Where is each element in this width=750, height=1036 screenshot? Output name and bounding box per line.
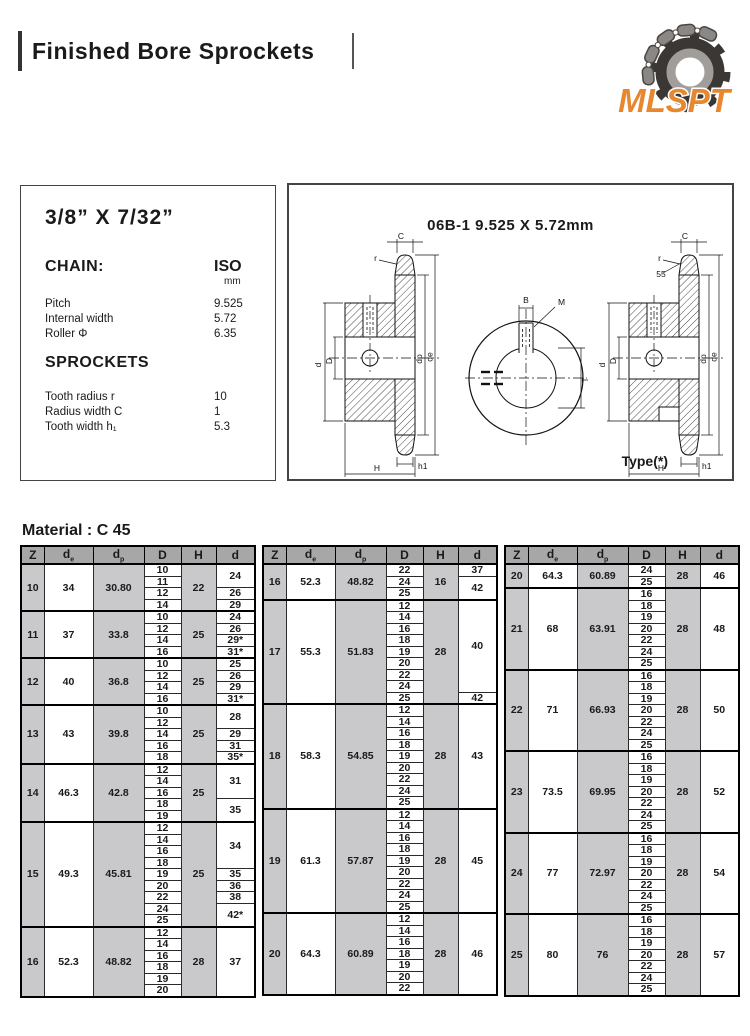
outside-diameter-cell: 43 bbox=[44, 705, 93, 764]
column-header: $d_p$ bbox=[577, 546, 628, 564]
bore-size-cell: 14 bbox=[144, 635, 181, 647]
outside-diameter-cell: 80 bbox=[528, 914, 577, 996]
spec-label: Roller Φ bbox=[45, 328, 88, 340]
spec-value: 10 bbox=[214, 391, 227, 403]
pitch-diameter-cell: 76 bbox=[577, 914, 628, 996]
hub-diameter-cell: 29 bbox=[216, 729, 255, 741]
pitch-diameter-cell: 72.97 bbox=[577, 833, 628, 915]
teeth-count-cell: 11 bbox=[21, 611, 44, 658]
teeth-count-cell: 21 bbox=[505, 588, 528, 670]
outside-diameter-cell: 58.3 bbox=[286, 704, 335, 809]
bore-size-cell: 22 bbox=[628, 879, 665, 891]
dim-label-r: r bbox=[374, 253, 377, 263]
side-view-right bbox=[597, 231, 723, 477]
hub-length-cell: 28 bbox=[665, 588, 700, 670]
bore-size-cell: 19 bbox=[386, 751, 423, 763]
spec-value: 9.525 bbox=[214, 298, 243, 310]
bore-size-cell: 12 bbox=[144, 623, 181, 635]
bore-size-cell: 24 bbox=[628, 564, 665, 576]
bore-size-cell: 19 bbox=[386, 646, 423, 658]
bore-size-cell: 19 bbox=[628, 693, 665, 705]
column-header: H bbox=[423, 546, 458, 564]
hub-diameter-cell: 57 bbox=[700, 914, 739, 996]
hub-diameter-cell: 46 bbox=[458, 913, 497, 995]
chain-spec-box bbox=[20, 185, 276, 481]
teeth-count-cell: 13 bbox=[21, 705, 44, 764]
spec-label: Radius width C bbox=[45, 406, 123, 418]
bore-size-cell: 14 bbox=[144, 834, 181, 846]
bore-size-cell: 18 bbox=[386, 635, 423, 647]
hub-diameter-cell: 24 bbox=[216, 611, 255, 623]
bore-size-cell: 19 bbox=[386, 960, 423, 972]
column-header: Z bbox=[505, 546, 528, 564]
bore-size-cell: 25 bbox=[628, 739, 665, 751]
unit-label: mm bbox=[224, 276, 241, 287]
teeth-count-cell: 20 bbox=[263, 913, 286, 995]
hub-diameter-cell: 24 bbox=[216, 564, 255, 588]
column-header: Z bbox=[21, 546, 44, 564]
hub-diameter-cell: 29* bbox=[216, 635, 255, 647]
teeth-count-cell: 10 bbox=[21, 564, 44, 611]
hub-diameter-cell: 46 bbox=[700, 564, 739, 588]
bore-size-cell: 14 bbox=[386, 612, 423, 624]
hub-diameter-cell: 35* bbox=[216, 752, 255, 764]
bore-size-cell: 22 bbox=[386, 878, 423, 890]
bore-size-cell: 12 bbox=[386, 600, 423, 612]
pitch-diameter-cell: 33.8 bbox=[93, 611, 144, 658]
column-header: d bbox=[700, 546, 739, 564]
bore-size-cell: 12 bbox=[144, 588, 181, 600]
bore-size-cell: 14 bbox=[386, 925, 423, 937]
hub-diameter-cell: 31* bbox=[216, 646, 255, 658]
sprockets-heading: SPROCKETS bbox=[45, 354, 150, 371]
bore-size-cell: 16 bbox=[144, 950, 181, 962]
hub-length-cell: 28 bbox=[423, 913, 458, 995]
outside-diameter-cell: 77 bbox=[528, 833, 577, 915]
bore-size-cell: 25 bbox=[628, 902, 665, 914]
teeth-count-cell: 17 bbox=[263, 600, 286, 705]
type-note: Type(*) bbox=[621, 453, 668, 469]
bore-size-cell: 18 bbox=[144, 962, 181, 974]
sprocket-table-middle bbox=[262, 545, 498, 996]
sprocket-chain-logo-icon bbox=[608, 22, 742, 118]
hub-length-cell: 28 bbox=[665, 751, 700, 833]
pitch-diameter-cell: 63.91 bbox=[577, 588, 628, 670]
column-header: D bbox=[386, 546, 423, 564]
bore-size-cell: 25 bbox=[628, 576, 665, 588]
hub-length-cell: 28 bbox=[181, 927, 216, 997]
dim-label-de: de bbox=[424, 352, 435, 362]
dim-label-B: B bbox=[523, 295, 529, 305]
bore-size-cell: 14 bbox=[144, 599, 181, 611]
standard-label: ISO bbox=[214, 258, 242, 275]
bore-size-cell: 20 bbox=[386, 658, 423, 670]
bore-size-cell: 14 bbox=[386, 821, 423, 833]
bore-size-cell: 19 bbox=[144, 869, 181, 881]
spec-value: 1 bbox=[214, 406, 221, 418]
hub-diameter-cell: 48 bbox=[700, 588, 739, 670]
spec-row-radius-width bbox=[45, 406, 260, 418]
bore-size-cell: 18 bbox=[628, 682, 665, 694]
outside-diameter-cell: 52.3 bbox=[44, 927, 93, 997]
hub-diameter-cell: 34 bbox=[216, 822, 255, 869]
column-header: d bbox=[458, 546, 497, 564]
teeth-count-cell: 24 bbox=[505, 833, 528, 915]
bore-size-cell: 18 bbox=[386, 739, 423, 751]
angle-label-55: 55 bbox=[656, 269, 666, 279]
hub-diameter-cell: 52 bbox=[700, 751, 739, 833]
bore-size-cell: 10 bbox=[144, 658, 181, 670]
bore-size-cell: 24 bbox=[386, 681, 423, 693]
bore-size-cell: 24 bbox=[386, 890, 423, 902]
bore-size-cell: 18 bbox=[386, 844, 423, 856]
chain-size-title: 3/8” X 7/32” bbox=[45, 206, 174, 229]
bore-size-cell: 20 bbox=[144, 985, 181, 997]
bore-size-cell: 12 bbox=[386, 809, 423, 821]
bore-size-cell: 20 bbox=[628, 868, 665, 880]
hub-diameter-cell: 26 bbox=[216, 670, 255, 682]
outside-diameter-cell: 34 bbox=[44, 564, 93, 611]
outside-diameter-cell: 55.3 bbox=[286, 600, 335, 705]
bore-size-cell: 24 bbox=[628, 646, 665, 658]
hub-length-cell: 25 bbox=[181, 822, 216, 927]
hub-diameter-cell: 31 bbox=[216, 740, 255, 752]
bore-size-cell: 16 bbox=[628, 914, 665, 926]
outside-diameter-cell: 68 bbox=[528, 588, 577, 670]
bore-size-cell: 11 bbox=[144, 576, 181, 588]
bore-size-cell: 20 bbox=[628, 949, 665, 961]
hub-diameter-cell: 35 bbox=[216, 869, 255, 881]
spec-label: Tooth radius r bbox=[45, 391, 115, 403]
bore-size-cell: 18 bbox=[628, 845, 665, 857]
bore-size-cell: 22 bbox=[628, 961, 665, 973]
bore-size-cell: 12 bbox=[144, 717, 181, 729]
pitch-diameter-cell: 69.95 bbox=[577, 751, 628, 833]
bore-size-cell: 22 bbox=[386, 564, 423, 576]
hub-length-cell: 28 bbox=[423, 600, 458, 705]
page-title: Finished Bore Sprockets bbox=[32, 38, 315, 64]
bore-size-cell: 12 bbox=[144, 764, 181, 776]
column-header: d bbox=[216, 546, 255, 564]
bore-size-cell: 24 bbox=[144, 903, 181, 915]
front-view bbox=[465, 295, 590, 445]
bore-size-cell: 25 bbox=[628, 984, 665, 996]
hub-length-cell: 25 bbox=[181, 764, 216, 823]
bore-size-cell: 18 bbox=[144, 752, 181, 764]
material-label: Material : C 45 bbox=[22, 522, 131, 539]
spec-row-internal-width bbox=[45, 313, 260, 325]
teeth-count-cell: 15 bbox=[21, 822, 44, 927]
bore-size-cell: 22 bbox=[386, 983, 423, 995]
hub-length-cell: 28 bbox=[665, 833, 700, 915]
bore-size-cell: 24 bbox=[628, 809, 665, 821]
column-header: D bbox=[628, 546, 665, 564]
teeth-count-cell: 16 bbox=[263, 564, 286, 600]
hub-length-cell: 28 bbox=[665, 914, 700, 996]
hub-diameter-cell: 29 bbox=[216, 599, 255, 611]
bore-size-cell: 19 bbox=[144, 810, 181, 822]
title-left-rule bbox=[18, 31, 22, 71]
bore-size-cell: 16 bbox=[628, 588, 665, 600]
bore-size-cell: 25 bbox=[386, 692, 423, 704]
bore-size-cell: 16 bbox=[386, 937, 423, 949]
outside-diameter-cell: 52.3 bbox=[286, 564, 335, 600]
spec-row-tooth-width bbox=[45, 421, 260, 433]
bore-size-cell: 20 bbox=[386, 971, 423, 983]
bore-size-cell: 20 bbox=[628, 623, 665, 635]
bore-size-cell: 20 bbox=[628, 786, 665, 798]
pitch-diameter-cell: 48.82 bbox=[335, 564, 386, 600]
bore-size-cell: 19 bbox=[628, 938, 665, 950]
hub-length-cell: 28 bbox=[423, 809, 458, 914]
technical-drawing-box bbox=[287, 183, 734, 481]
bore-size-cell: 16 bbox=[144, 846, 181, 858]
bore-size-cell: 18 bbox=[386, 948, 423, 960]
hub-diameter-cell: 28 bbox=[216, 705, 255, 729]
hub-diameter-cell: 42 bbox=[458, 576, 497, 600]
dim-label-M: M bbox=[558, 297, 566, 307]
bore-size-cell: 16 bbox=[386, 623, 423, 635]
side-view-left bbox=[313, 231, 439, 477]
teeth-count-cell: 22 bbox=[505, 670, 528, 752]
bore-size-cell: 19 bbox=[144, 973, 181, 985]
bore-size-cell: 14 bbox=[386, 716, 423, 728]
hub-diameter-cell: 37 bbox=[216, 927, 255, 997]
bore-size-cell: 24 bbox=[628, 891, 665, 903]
bore-size-cell: 24 bbox=[628, 972, 665, 984]
bore-size-cell: 18 bbox=[144, 799, 181, 811]
column-header: $d_e$ bbox=[286, 546, 335, 564]
title-right-rule bbox=[352, 33, 354, 69]
bore-size-cell: 22 bbox=[386, 669, 423, 681]
pitch-diameter-cell: 36.8 bbox=[93, 658, 144, 705]
pitch-diameter-cell: 60.89 bbox=[577, 564, 628, 588]
bore-size-cell: 16 bbox=[144, 693, 181, 705]
bore-size-cell: 18 bbox=[628, 600, 665, 612]
teeth-count-cell: 25 bbox=[505, 914, 528, 996]
pitch-diameter-cell: 39.8 bbox=[93, 705, 144, 764]
bore-size-cell: 14 bbox=[144, 776, 181, 788]
bore-size-cell: 18 bbox=[628, 926, 665, 938]
teeth-count-cell: 19 bbox=[263, 809, 286, 914]
hub-diameter-cell: 31 bbox=[216, 764, 255, 799]
hub-diameter-cell: 45 bbox=[458, 809, 497, 914]
bore-size-cell: 16 bbox=[628, 833, 665, 845]
teeth-count-cell: 18 bbox=[263, 704, 286, 809]
outside-diameter-cell: 73.5 bbox=[528, 751, 577, 833]
dim-label-d: d bbox=[313, 362, 323, 368]
pitch-diameter-cell: 57.87 bbox=[335, 809, 386, 914]
hub-diameter-cell: 38 bbox=[216, 892, 255, 904]
column-header: D bbox=[144, 546, 181, 564]
outside-diameter-cell: 49.3 bbox=[44, 822, 93, 927]
spec-label: Tooth width h₁ bbox=[45, 421, 117, 433]
teeth-count-cell: 20 bbox=[505, 564, 528, 588]
sprocket-table-right bbox=[504, 545, 740, 997]
sprocket-technical-drawing bbox=[289, 231, 736, 479]
pitch-diameter-cell: 42.8 bbox=[93, 764, 144, 823]
outside-diameter-cell: 71 bbox=[528, 670, 577, 752]
hub-length-cell: 28 bbox=[423, 704, 458, 809]
teeth-count-cell: 16 bbox=[21, 927, 44, 997]
column-header: $d_e$ bbox=[528, 546, 577, 564]
hub-diameter-cell: 35 bbox=[216, 799, 255, 823]
teeth-count-cell: 12 bbox=[21, 658, 44, 705]
hub-diameter-cell: 42 bbox=[458, 692, 497, 704]
bore-size-cell: 25 bbox=[386, 588, 423, 600]
sprocket-table-left bbox=[20, 545, 256, 998]
pitch-diameter-cell: 48.82 bbox=[93, 927, 144, 997]
hub-diameter-cell: 36 bbox=[216, 880, 255, 892]
bore-size-cell: 24 bbox=[386, 576, 423, 588]
hub-length-cell: 28 bbox=[665, 670, 700, 752]
bore-size-cell: 16 bbox=[144, 646, 181, 658]
bore-size-cell: 19 bbox=[628, 775, 665, 787]
spec-row-pitch bbox=[45, 298, 260, 310]
spec-row-tooth-radius bbox=[45, 391, 260, 403]
column-header: $d_p$ bbox=[93, 546, 144, 564]
outside-diameter-cell: 46.3 bbox=[44, 764, 93, 823]
bore-size-cell: 22 bbox=[628, 635, 665, 647]
outside-diameter-cell: 40 bbox=[44, 658, 93, 705]
bore-size-cell: 22 bbox=[386, 774, 423, 786]
hub-diameter-cell: 42* bbox=[216, 903, 255, 927]
bore-size-cell: 16 bbox=[628, 751, 665, 763]
chain-heading: CHAIN: bbox=[45, 258, 104, 275]
hub-diameter-cell: 29 bbox=[216, 682, 255, 694]
bore-size-cell: 16 bbox=[386, 728, 423, 740]
bore-size-cell: 12 bbox=[144, 670, 181, 682]
bore-size-cell: 12 bbox=[144, 927, 181, 939]
hub-length-cell: 25 bbox=[181, 705, 216, 764]
outside-diameter-cell: 61.3 bbox=[286, 809, 335, 914]
bore-size-cell: 20 bbox=[386, 762, 423, 774]
hub-length-cell: 16 bbox=[423, 564, 458, 600]
pitch-diameter-cell: 51.83 bbox=[335, 600, 386, 705]
bore-size-cell: 14 bbox=[144, 939, 181, 951]
teeth-count-cell: 14 bbox=[21, 764, 44, 823]
hub-length-cell: 22 bbox=[181, 564, 216, 611]
bore-size-cell: 24 bbox=[386, 785, 423, 797]
drawing-title: 06B-1 9.525 X 5.72mm bbox=[427, 217, 594, 234]
hub-diameter-cell: 50 bbox=[700, 670, 739, 752]
spec-row-roller bbox=[45, 328, 260, 340]
bore-size-cell: 10 bbox=[144, 564, 181, 576]
bore-size-cell: 19 bbox=[386, 855, 423, 867]
dim-label-dp: dp bbox=[414, 354, 424, 364]
bore-size-cell: 25 bbox=[628, 821, 665, 833]
hub-diameter-cell: 26 bbox=[216, 588, 255, 600]
hub-length-cell: 25 bbox=[181, 611, 216, 658]
bore-size-cell: 14 bbox=[144, 729, 181, 741]
bore-size-cell: 12 bbox=[386, 913, 423, 925]
outside-diameter-cell: 64.3 bbox=[286, 913, 335, 995]
dim-label-h1: h1 bbox=[418, 461, 428, 471]
dim-label-T: T bbox=[580, 377, 590, 383]
teeth-count-cell: 23 bbox=[505, 751, 528, 833]
spec-label: Pitch bbox=[45, 298, 71, 310]
bore-size-cell: 25 bbox=[386, 901, 423, 913]
spec-value: 6.35 bbox=[214, 328, 237, 340]
column-header: Z bbox=[263, 546, 286, 564]
bore-size-cell: 16 bbox=[628, 670, 665, 682]
bore-size-cell: 16 bbox=[144, 787, 181, 799]
spec-label: Internal width bbox=[45, 313, 114, 325]
brand-logo bbox=[608, 22, 742, 118]
pitch-diameter-cell: 60.89 bbox=[335, 913, 386, 995]
bore-size-cell: 24 bbox=[628, 728, 665, 740]
bore-size-cell: 25 bbox=[628, 658, 665, 670]
bore-size-cell: 22 bbox=[144, 892, 181, 904]
logo-text: MLSPT bbox=[618, 82, 730, 118]
dim-label-D: D bbox=[324, 357, 334, 365]
hub-diameter-cell: 54 bbox=[700, 833, 739, 915]
bore-size-cell: 14 bbox=[144, 682, 181, 694]
dim-label-c: C bbox=[397, 231, 405, 241]
bore-size-cell: 10 bbox=[144, 705, 181, 717]
spec-value: 5.3 bbox=[214, 421, 230, 433]
bore-size-cell: 25 bbox=[386, 797, 423, 809]
bore-size-cell: 22 bbox=[628, 716, 665, 728]
pitch-diameter-cell: 54.85 bbox=[335, 704, 386, 809]
hub-diameter-cell: 40 bbox=[458, 600, 497, 693]
bore-size-cell: 18 bbox=[144, 857, 181, 869]
hub-diameter-cell: 37 bbox=[458, 564, 497, 576]
hub-length-cell: 25 bbox=[181, 658, 216, 705]
pitch-diameter-cell: 66.93 bbox=[577, 670, 628, 752]
hub-diameter-cell: 26 bbox=[216, 623, 255, 635]
pitch-diameter-cell: 45.81 bbox=[93, 822, 144, 927]
column-header: H bbox=[665, 546, 700, 564]
hub-diameter-cell: 43 bbox=[458, 704, 497, 809]
bore-size-cell: 18 bbox=[628, 763, 665, 775]
bore-size-cell: 20 bbox=[628, 705, 665, 717]
bore-size-cell: 25 bbox=[144, 915, 181, 927]
bore-size-cell: 20 bbox=[386, 867, 423, 879]
spec-value: 5.72 bbox=[214, 313, 237, 325]
pitch-diameter-cell: 30.80 bbox=[93, 564, 144, 611]
column-header: $d_e$ bbox=[44, 546, 93, 564]
bore-size-cell: 10 bbox=[144, 611, 181, 623]
outside-diameter-cell: 64.3 bbox=[528, 564, 577, 588]
hub-diameter-cell: 25 bbox=[216, 658, 255, 670]
hub-length-cell: 28 bbox=[665, 564, 700, 588]
bore-size-cell: 19 bbox=[628, 856, 665, 868]
bore-size-cell: 20 bbox=[144, 880, 181, 892]
column-header: H bbox=[181, 546, 216, 564]
hub-diameter-cell: 31* bbox=[216, 693, 255, 705]
outside-diameter-cell: 37 bbox=[44, 611, 93, 658]
bore-size-cell: 12 bbox=[144, 822, 181, 834]
bore-size-cell: 16 bbox=[386, 832, 423, 844]
bore-size-cell: 16 bbox=[144, 740, 181, 752]
bore-size-cell: 12 bbox=[386, 704, 423, 716]
column-header: $d_p$ bbox=[335, 546, 386, 564]
dim-label-H: H bbox=[373, 463, 381, 473]
bore-size-cell: 19 bbox=[628, 612, 665, 624]
bore-size-cell: 22 bbox=[628, 798, 665, 810]
